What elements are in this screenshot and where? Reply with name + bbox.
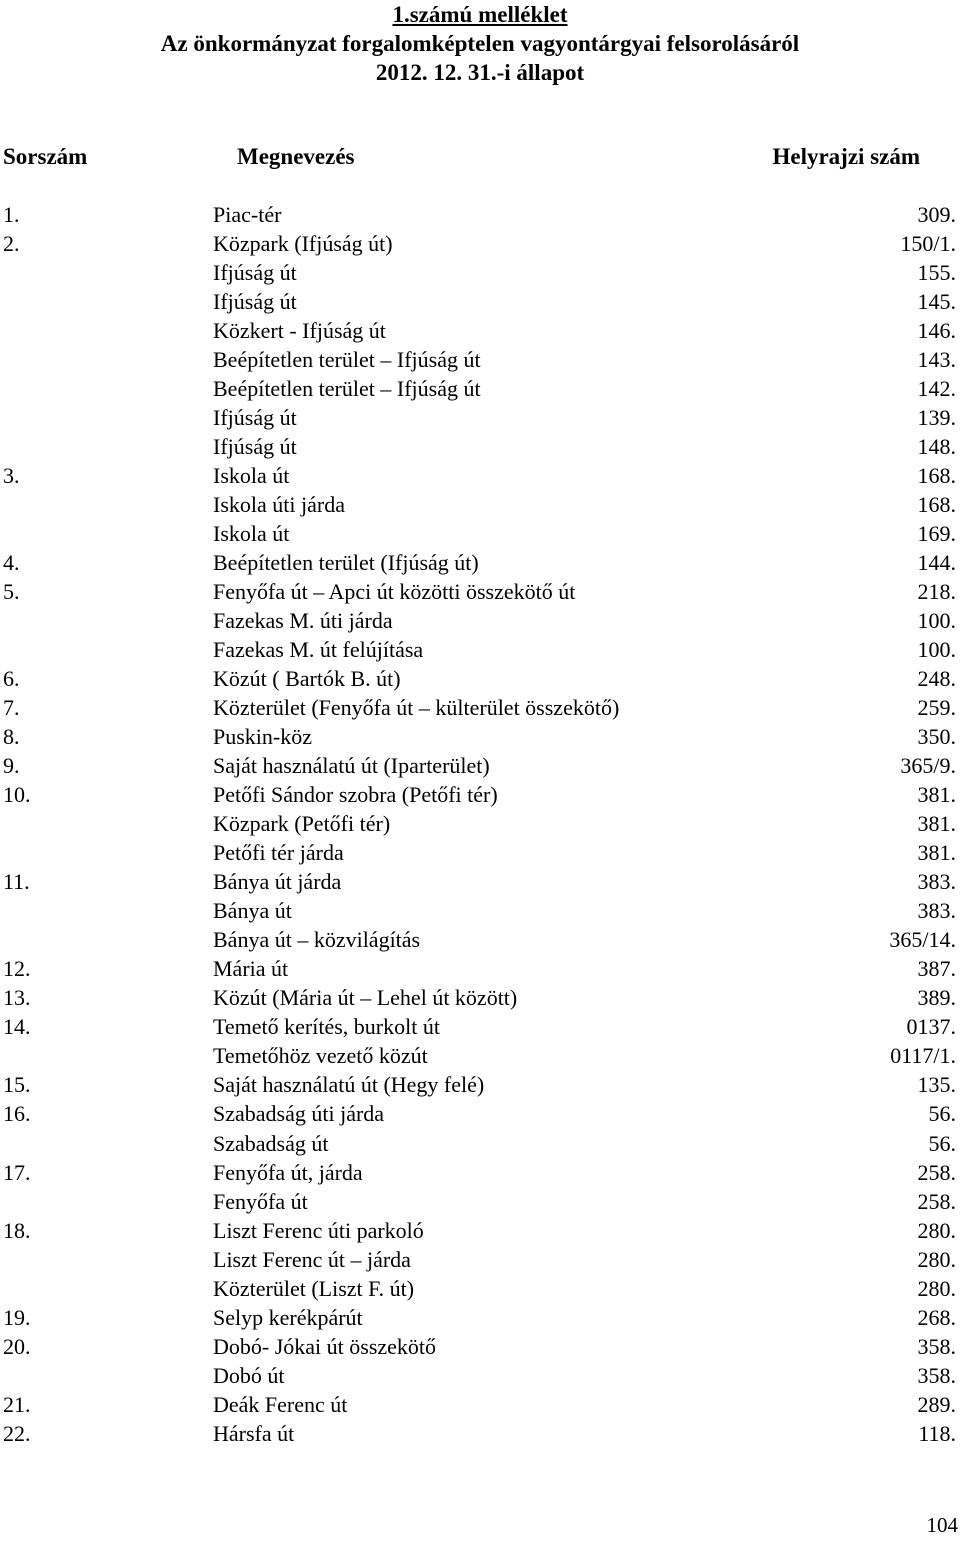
row-number: 20. — [3, 1333, 31, 1359]
row-number: 17. — [3, 1159, 31, 1185]
row-name: Saját használatú út (Hegy felé) — [213, 1072, 485, 1098]
row-number: 13. — [3, 985, 31, 1011]
row-lot-number: 100. — [917, 608, 956, 634]
table-row — [0, 1303, 960, 1332]
table-row — [0, 780, 960, 809]
table-row — [0, 432, 960, 461]
row-number: 16. — [3, 1101, 31, 1127]
row-number: 22. — [3, 1420, 31, 1446]
row-lot-number: 148. — [917, 434, 956, 460]
table-row — [0, 1158, 960, 1187]
row-lot-number: 381. — [917, 840, 956, 866]
document-date: 2012. 12. 31.-i állapot — [375, 60, 585, 85]
row-lot-number: 135. — [917, 1072, 956, 1098]
table-row — [0, 1129, 960, 1158]
row-lot-number: 150/1. — [900, 231, 956, 257]
row-lot-number: 309. — [917, 202, 956, 227]
row-name: Ifjúság út — [213, 260, 297, 286]
row-number: 8. — [3, 724, 20, 750]
row-lot-number: 168. — [917, 492, 956, 518]
row-name: Bánya út – közvilágítás — [213, 927, 421, 953]
row-name: Ifjúság út — [213, 434, 297, 460]
document-subject: Az önkormányzat forgalomképtelen vagyontárgyai felsorolásáról — [160, 31, 800, 56]
row-number: 12. — [3, 956, 31, 982]
table-row — [0, 1419, 960, 1448]
row-name: Liszt Ferenc út – járda — [213, 1246, 411, 1272]
row-lot-number: 365/14. — [889, 927, 956, 953]
row-name: Közterület (Liszt F. út) — [213, 1275, 415, 1301]
document-title-block — [0, 0, 960, 87]
row-lot-number: 365/9. — [900, 753, 956, 779]
row-name: Piac-tér — [213, 202, 282, 227]
row-name: Dobó- Jókai út összekötő — [213, 1333, 437, 1359]
table-row — [0, 577, 960, 606]
row-name: Temető kerítés, burkolt út — [213, 1014, 440, 1040]
column-header-name: Megnevezés — [237, 144, 355, 169]
row-name: Temetőhöz vezető közút — [213, 1043, 428, 1069]
row-name: Beépítetlen terület – Ifjúság út — [213, 376, 481, 402]
row-name: Saját használatú út (Iparterület) — [213, 753, 490, 779]
row-lot-number: 56. — [928, 1101, 956, 1127]
row-name: Közút (Mária út – Lehel út között) — [213, 985, 518, 1011]
row-lot-number: 248. — [917, 666, 956, 692]
table-row — [0, 345, 960, 374]
row-lot-number: 144. — [917, 550, 956, 576]
table-row — [0, 403, 960, 432]
column-header-number: Sorszám — [3, 144, 88, 169]
row-name: Ifjúság út — [213, 289, 297, 315]
row-name: Deák Ferenc út — [213, 1391, 348, 1417]
row-lot-number: 389. — [917, 985, 956, 1011]
row-lot-number: 155. — [917, 260, 956, 286]
row-lot-number: 381. — [917, 782, 956, 808]
table-row — [0, 722, 960, 751]
row-number: 18. — [3, 1217, 31, 1243]
table-row — [0, 1245, 960, 1274]
row-number: 2. — [3, 231, 20, 257]
row-number: 14. — [3, 1014, 31, 1040]
table-row — [0, 925, 960, 954]
row-lot-number: 358. — [917, 1362, 956, 1388]
table-row — [0, 809, 960, 838]
row-lot-number: 146. — [917, 318, 956, 344]
row-number: 19. — [3, 1304, 31, 1330]
table-row — [0, 751, 960, 780]
table-row — [0, 374, 960, 403]
table-row — [0, 896, 960, 925]
table-row — [0, 664, 960, 693]
row-lot-number: 218. — [917, 579, 956, 605]
row-number: 1. — [3, 202, 20, 227]
row-name: Petőfi tér járda — [213, 840, 344, 866]
table-row — [0, 1070, 960, 1099]
row-lot-number: 289. — [917, 1391, 956, 1417]
row-lot-number: 143. — [917, 347, 956, 373]
table-row — [0, 1390, 960, 1419]
row-lot-number: 280. — [917, 1217, 956, 1243]
row-number: 5. — [3, 579, 20, 605]
row-number: 15. — [3, 1072, 31, 1098]
row-name: Iskola út — [213, 521, 290, 547]
row-name: Fazekas M. út felújítása — [213, 637, 424, 663]
row-name: Közterület (Fenyőfa út – külterület összekötő) — [213, 695, 620, 721]
row-lot-number: 383. — [917, 869, 956, 895]
table-row — [0, 983, 960, 1012]
table-row — [0, 1332, 960, 1361]
appendix-title: 1.számú melléklet — [392, 2, 568, 27]
row-lot-number: 280. — [917, 1275, 956, 1301]
table-row — [0, 258, 960, 287]
row-number: 3. — [3, 463, 20, 489]
row-lot-number: 259. — [917, 695, 956, 721]
row-number: 11. — [3, 869, 30, 895]
row-name: Közpark (Petőfi tér) — [213, 811, 391, 837]
table-row — [0, 1216, 960, 1245]
row-name: Beépítetlen terület (Ifjúság út) — [213, 550, 479, 576]
row-name: Iskola úti járda — [213, 492, 345, 518]
table-row — [0, 838, 960, 867]
row-lot-number: 383. — [917, 898, 956, 924]
row-name: Ifjúság út — [213, 405, 297, 431]
row-name: Fenyőfa út — [213, 1188, 308, 1214]
row-name: Fenyőfa út, járda — [213, 1159, 363, 1185]
row-number: 10. — [3, 782, 31, 808]
row-name: Bánya út — [213, 898, 292, 924]
row-name: Szabadság úti járda — [213, 1101, 385, 1127]
row-name: Mária út — [213, 956, 289, 982]
row-name: Hársfa út — [213, 1420, 295, 1446]
row-name: Fazekas M. úti járda — [213, 608, 393, 634]
row-name: Liszt Ferenc úti parkoló — [213, 1217, 424, 1243]
row-lot-number: 168. — [917, 463, 956, 489]
row-name: Bánya út járda — [213, 869, 342, 895]
row-name: Petőfi Sándor szobra (Petőfi tér) — [213, 782, 498, 808]
row-lot-number: 280. — [917, 1246, 956, 1272]
row-name: Puskin-köz — [213, 724, 312, 750]
row-lot-number: 387. — [917, 956, 956, 982]
table-row — [0, 1041, 960, 1070]
row-lot-number: 268. — [917, 1304, 956, 1330]
table-row — [0, 316, 960, 345]
row-lot-number: 258. — [917, 1159, 956, 1185]
row-number: 21. — [3, 1391, 31, 1417]
row-number: 6. — [3, 666, 20, 692]
row-name: Közkert - Ifjúság út — [213, 318, 386, 344]
table-row — [0, 548, 960, 577]
row-name: Beépítetlen terület – Ifjúság út — [213, 347, 481, 373]
table-row — [0, 229, 960, 258]
row-name: Iskola út — [213, 463, 290, 489]
page-number: 104 — [926, 1513, 958, 1537]
table-row — [0, 1274, 960, 1303]
table-row — [0, 1012, 960, 1041]
row-number: 9. — [3, 753, 20, 779]
table-row — [0, 519, 960, 548]
table-row — [0, 461, 960, 490]
row-lot-number: 0117/1. — [890, 1043, 956, 1069]
table-row — [0, 954, 960, 983]
table-row — [0, 606, 960, 635]
row-lot-number: 56. — [928, 1130, 956, 1156]
table-row — [0, 635, 960, 664]
table-row — [0, 1361, 960, 1390]
row-lot-number: 358. — [917, 1333, 956, 1359]
row-name: Fenyőfa út – Apci út közötti összekötő út — [213, 579, 576, 605]
row-name: Közpark (Ifjúság út) — [213, 231, 393, 257]
row-lot-number: 258. — [917, 1188, 956, 1214]
row-lot-number: 145. — [917, 289, 956, 315]
row-lot-number: 139. — [917, 405, 956, 431]
table-row — [0, 287, 960, 316]
row-lot-number: 0137. — [906, 1014, 956, 1040]
asset-list — [0, 200, 960, 1448]
row-lot-number: 142. — [917, 376, 956, 402]
table-row — [0, 693, 960, 722]
table-row — [0, 1099, 960, 1128]
table-row — [0, 867, 960, 896]
row-lot-number: 118. — [918, 1420, 956, 1446]
row-lot-number: 169. — [917, 521, 956, 547]
column-header-lot: Helyrajzi szám — [772, 144, 920, 169]
row-name: Szabadság út — [213, 1130, 329, 1156]
table-header — [0, 142, 920, 171]
row-number: 4. — [3, 550, 20, 576]
row-name: Közút ( Bartók B. út) — [213, 666, 401, 692]
table-row — [0, 1187, 960, 1216]
row-name: Selyp kerékpárút — [213, 1304, 363, 1330]
row-number: 7. — [3, 695, 20, 721]
table-row — [0, 200, 960, 229]
row-lot-number: 100. — [917, 637, 956, 663]
row-name: Dobó út — [213, 1362, 285, 1388]
row-lot-number: 350. — [917, 724, 956, 750]
row-lot-number: 381. — [917, 811, 956, 837]
table-row — [0, 490, 960, 519]
